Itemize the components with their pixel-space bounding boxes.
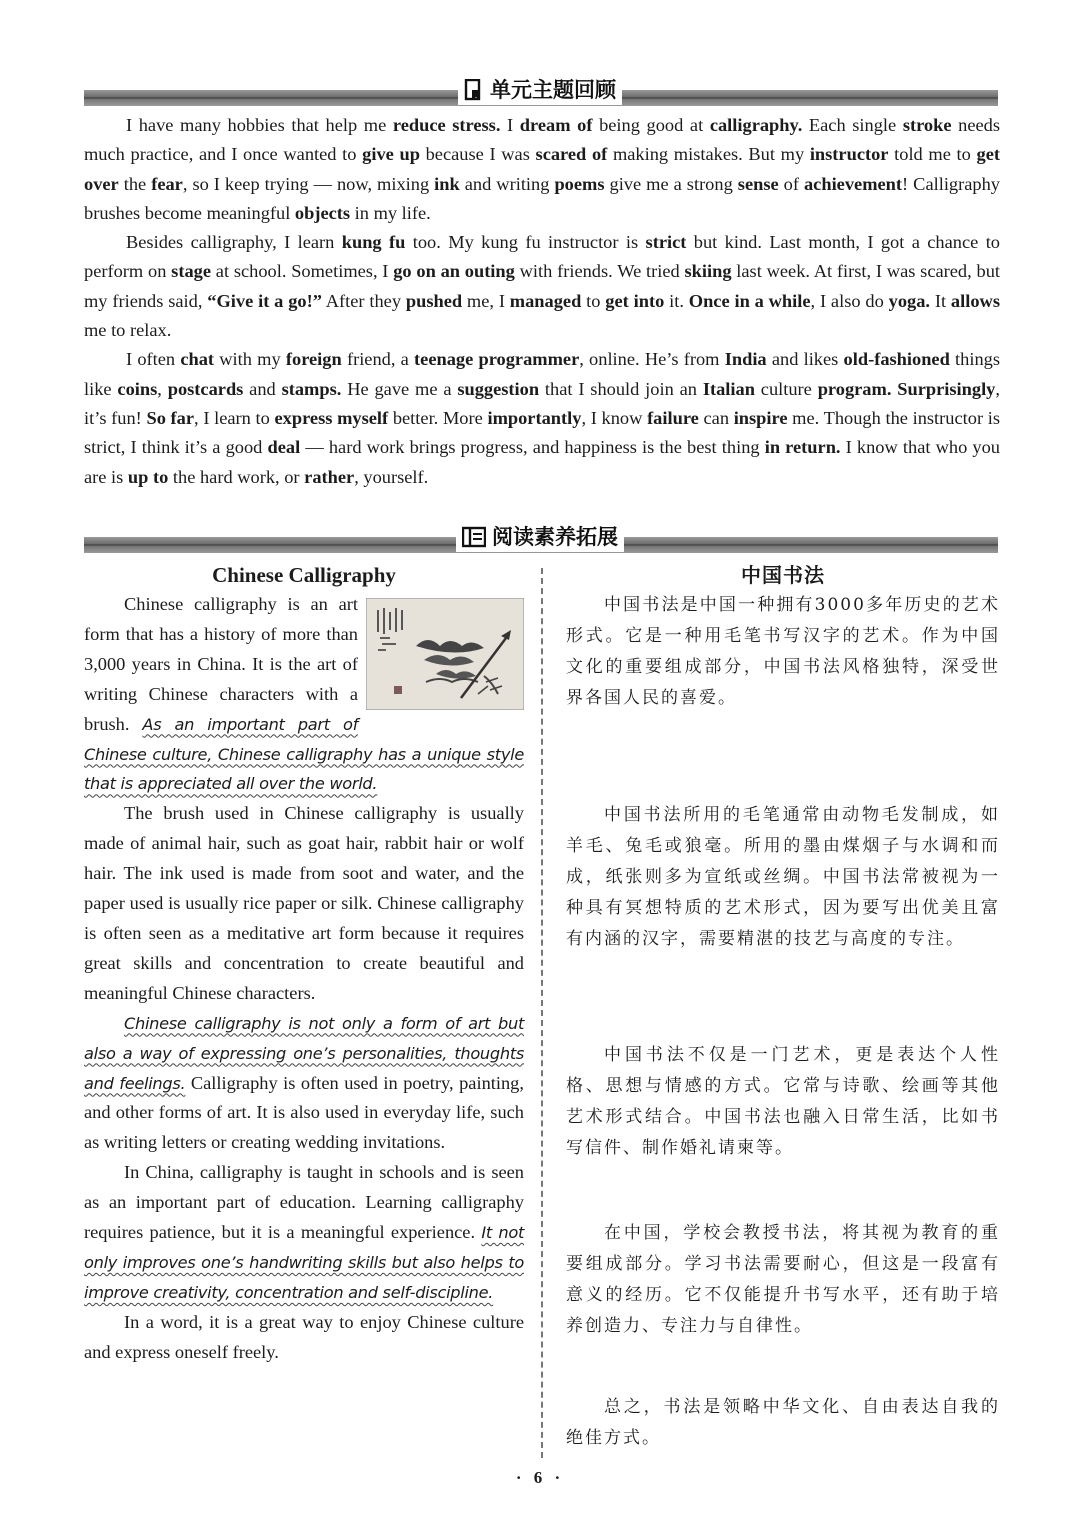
vocab-word: skiing [684, 261, 732, 282]
review-text-run: He gave me a [341, 378, 458, 399]
review-text-run: with friends. We tried [514, 261, 685, 282]
review-text-run: Besides calligraphy, I learn [126, 232, 342, 253]
review-paragraph [84, 228, 1000, 345]
vocab-word: managed [509, 290, 582, 311]
review-text-run: , I also do [810, 290, 889, 311]
article-paragraph [84, 799, 524, 1008]
calligraphy-painting-image [366, 598, 524, 710]
review-text-run: it. [664, 290, 689, 311]
vocab-word: coins [117, 378, 158, 399]
vocab-word: scared of [535, 144, 608, 165]
review-text-run: — hard work brings progress, and happiness is the best thing [300, 437, 765, 458]
review-text-run: After they [321, 290, 406, 311]
vocab-word: failure [647, 407, 699, 428]
article-text: Calligraphy is often used in poetry, painting, and other forms of art. It is also used in everyday life, such as writing letters or creating wedding invitations. [84, 1072, 524, 1153]
vocab-word: rather [304, 466, 355, 487]
review-text-run: last week. At first, I was scared, but my friends said, [84, 261, 1000, 311]
vocab-word: program. [817, 378, 892, 399]
article-paragraph [84, 590, 524, 799]
cn-text: 总之，书法是领略中华文化、自由表达自我的绝佳方式。 [566, 1397, 1000, 1448]
review-text-run: , yourself. [354, 466, 429, 487]
review-text-run: at school. Sometimes, I [211, 261, 394, 282]
vocab-word: stroke [902, 115, 952, 135]
vocab-word: get into [605, 290, 665, 311]
vocab-word: old-fashioned [843, 349, 950, 370]
cn-paragraph [566, 1218, 1000, 1342]
vocab-word: Once in a while [688, 290, 811, 311]
review-paragraph [84, 111, 1000, 228]
section-title-reading: 阅读素养拓展 [492, 525, 618, 549]
review-text-run: friend, a [341, 349, 415, 370]
cn-text: 在中国，学校会教授书法，将其视为教育的重要组成部分。学习书法需要耐心，但这是一段富有意义的经历。它不仅能提升书写水平，还有助于培养创造力、专注力与自律性。 [566, 1223, 1000, 1336]
review-text-run: but kind. Last month, I got a chance to perform on [84, 232, 1001, 282]
article-paragraph [84, 1308, 524, 1368]
vocab-word: postcards [167, 378, 244, 399]
review-text-run: Each single [802, 115, 903, 135]
vocab-word: suggestion [457, 378, 540, 399]
review-text-run: I often [126, 349, 181, 370]
key-sentence: As an important part of Chinese culture, Chinese calligraphy has a unique style that is appreciated all over the world. [84, 714, 524, 794]
cn-text: 中国书法是中国一种拥有3000多年历史的艺术形式。它是一种用毛笔书写汉字的艺术。作为中国文化的重要组成部分，中国书法风格独特，深受世界各国人民的喜爱。 [566, 595, 1000, 708]
review-text-run: me, I [462, 290, 510, 311]
review-text-run: because I was [419, 144, 536, 165]
review-text-run: better. More [388, 407, 488, 428]
review-text-run: told me to [888, 144, 977, 165]
vocab-word: get over [84, 144, 1001, 194]
book-corner-icon [464, 79, 484, 101]
review-text-run: It [930, 290, 951, 311]
vocab-word: Surprisingly [897, 378, 996, 399]
vocab-word: fear [151, 173, 183, 194]
review-text-run: to [581, 290, 606, 311]
review-text-run: can [698, 407, 734, 428]
vocab-word: So far [146, 407, 195, 428]
vocab-word: stamps. [281, 378, 342, 399]
review-text-run: I know that who you are is [84, 437, 1000, 487]
review-text-run: being good at [592, 115, 710, 135]
review-text-run: the [118, 173, 152, 194]
review-text-run: too. My kung fu instructor is [405, 232, 646, 253]
article-paragraph [84, 1009, 524, 1159]
cn-paragraph [566, 800, 1000, 955]
review-text-run: , so I keep trying — now, mixing [182, 173, 435, 194]
review-text-run: I [500, 115, 520, 135]
vocab-word: Italian [702, 378, 755, 399]
review-text-run: and writing [459, 173, 555, 194]
section-header-review [0, 75, 1080, 106]
vocab-word: pushed [405, 290, 463, 311]
vocab-word: importantly [487, 407, 582, 428]
vocab-word: foreign [285, 349, 342, 370]
article-title-cn: 中国书法 [741, 563, 825, 587]
article-text: The brush used in Chinese calligraphy is usually made of animal hair, such as goat hair, rabbit hair or wolf hair. The ink used is made from soot and water, and the paper used is usually rice paper or silk. Chinese calligraphy is often seen as a meditative art form because it requires great skills and concentration to create beautiful and meaningful Chinese characters. [84, 803, 524, 1003]
vocab-word: poems [554, 173, 605, 194]
review-text-run: ! Calligraphy brushes become meaningful [84, 173, 1000, 223]
column-divider [541, 568, 543, 1458]
open-book-icon [462, 526, 486, 548]
vocab-word: strict [645, 232, 687, 253]
vocab-word: instructor [809, 144, 889, 165]
key-sentence: Chinese calligraphy is not only a form of art but also a way of expressing one’s personalities, thoughts and feelings. [84, 1013, 524, 1093]
article-english [84, 560, 524, 1368]
review-text-run: of [778, 173, 804, 194]
vocab-word: in return. [764, 437, 841, 458]
vocab-word: allows [950, 290, 1000, 311]
cn-paragraph [566, 590, 1000, 714]
vocab-word: ink [434, 173, 460, 194]
vocab-word: give up [362, 144, 420, 165]
review-text-run: and [243, 378, 282, 399]
review-paragraph [84, 345, 1000, 491]
vocab-word: achievement [803, 173, 903, 194]
review-text-run: give me a strong [604, 173, 738, 194]
page-number: · 6 · [515, 1468, 565, 1487]
vocab-word: go on an outing [393, 261, 515, 282]
vocab-word: inspire [733, 407, 788, 428]
review-text-run: , I know [581, 407, 648, 428]
vocab-word: objects [294, 202, 351, 223]
cn-paragraph [566, 1040, 1000, 1164]
review-text-run: , I learn to [194, 407, 275, 428]
vocab-word: chat [180, 349, 215, 370]
review-text [84, 111, 1000, 492]
vocab-word: yoga. [888, 290, 931, 311]
article-text: Chinese calligraphy is an art form that has a history of more than 3,000 years in China. It is the art of writing Chinese characters with a brush. [84, 594, 358, 734]
vocab-word: kung fu [341, 232, 406, 253]
cn-text: 中国书法所用的毛笔通常由动物毛发制成，如羊毛、兔毛或狼毫。所用的墨由煤烟子与水调和而成，纸张则多为宣纸或丝绸。中国书法常被视为一种具有冥想特质的艺术形式，因为要写出优美且富有内涵的汉字，需要精湛的技艺与高度的专注。 [566, 805, 1000, 949]
review-text-run: with my [214, 349, 286, 370]
cn-text: 中国书法不仅是一门艺术，更是表达个人性格、思想与情感的方式。它常与诗歌、绘画等其他艺术形式结合。中国书法也融入日常生活，比如书写信件、制作婚礼请柬等。 [566, 1045, 1000, 1158]
review-text-run: culture [754, 378, 818, 399]
vocab-word: sense [737, 173, 779, 194]
review-text-run: I have many hobbies that help me [126, 115, 393, 135]
section-header-reading [0, 522, 1080, 553]
article-title: Chinese Calligraphy [212, 563, 396, 587]
vocab-word: “Give it a go!” [207, 290, 322, 311]
section-title-review: 单元主题回顾 [490, 78, 616, 102]
review-text-run: in my life. [350, 202, 431, 223]
review-text-run: me to relax. [84, 320, 172, 341]
review-text-run: the hard work, or [168, 466, 305, 487]
vocab-word: reduce stress. [392, 115, 501, 135]
vocab-word: express myself [274, 407, 389, 428]
article-text: In China, calligraphy is taught in schools and is seen as an important part of education. Learning calligraphy requires patience, but it is a meaningful experience. [84, 1162, 524, 1243]
vocab-word: dream of [519, 115, 593, 135]
article-paragraph [84, 1158, 524, 1308]
vocab-word: up to [127, 466, 169, 487]
review-text-run: things like [84, 349, 1000, 399]
review-text-run: making mistakes. But my [607, 144, 810, 165]
review-text-run: , [157, 378, 168, 399]
article-text: In a word, it is a great way to enjoy Chinese culture and express oneself freely. [84, 1311, 524, 1362]
vocab-word: India [724, 349, 767, 370]
vocab-word: deal [267, 437, 301, 458]
cn-paragraph [566, 1392, 1000, 1454]
review-text-run: needs much practice, and I once wanted to [84, 115, 1000, 165]
review-text-run: , online. He’s from [579, 349, 725, 370]
review-text-run: , it’s fun! [84, 378, 1000, 428]
review-text-run: that I should join an [539, 378, 703, 399]
review-text-run: and likes [766, 349, 844, 370]
key-sentence: It not only improves one’s handwriting skills but also helps to improve creativity, concentration and self-discipline. [84, 1223, 524, 1302]
vocab-word: teenage programmer [414, 349, 580, 370]
vocab-word: calligraphy. [709, 115, 803, 135]
vocab-word: stage [171, 261, 212, 282]
review-text-run: me. Though the instructor is strict, I think it’s a good [84, 407, 1001, 458]
